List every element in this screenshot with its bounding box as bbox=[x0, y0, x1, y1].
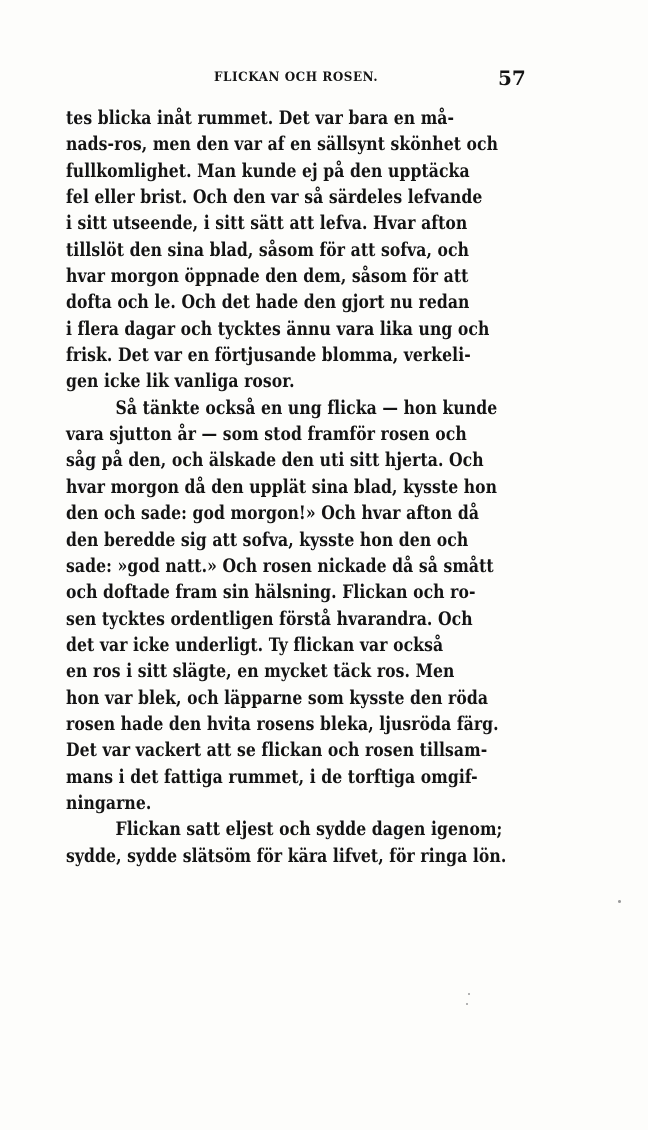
text-line: såg på den, och älskade den uti sitt hjerta. Och bbox=[66, 450, 484, 472]
page-number: 57 bbox=[498, 66, 526, 90]
text-line: mans i det fattiga rummet, i de torftiga omgif- bbox=[66, 766, 478, 788]
paper-speck bbox=[618, 900, 621, 903]
text-line: en ros i sitt slägte, en mycket täck ros. Men bbox=[66, 661, 455, 683]
paper-speck bbox=[466, 1003, 468, 1005]
running-header bbox=[0, 66, 648, 96]
text-line: i sitt utseende, i sitt sätt att lefva. Hvar afton bbox=[66, 213, 468, 235]
text-line: vara sjutton år — som stod framför rosen och bbox=[66, 424, 467, 446]
text-line: tes blicka inåt rummet. Det var bara en må- bbox=[66, 108, 455, 129]
text-line: frisk. Det var en förtjusande blomma, verkeli- bbox=[66, 345, 471, 367]
text-line: och doftade fram sin hälsning. Flickan och ro- bbox=[66, 582, 476, 604]
text-line: gen icke lik vanliga rosor. bbox=[66, 371, 295, 393]
text-line: det var icke underligt. Ty flickan var också bbox=[66, 634, 444, 656]
text-line: sydde, sydde slätsöm för kära lifvet, för ringa lön. bbox=[66, 845, 507, 867]
text-line: nads-ros, men den var af en sällsynt skönhet och bbox=[66, 134, 499, 156]
text-line: sen tycktes ordentligen förstå hvarandra. Och bbox=[66, 608, 473, 630]
text-line: fel eller brist. Och den var så särdeles lefvande bbox=[66, 187, 483, 209]
text-line: hon var blek, och läpparne som kysste den röda bbox=[66, 687, 489, 709]
text-line: hvar morgon öppnade den dem, såsom för att bbox=[66, 266, 469, 288]
text-line: rosen hade den hvita rosens bleka, ljusröda färg. bbox=[66, 713, 499, 735]
paragraph-first-line: Flickan satt eljest och sydde dagen igenom; bbox=[115, 819, 503, 841]
body-text bbox=[66, 106, 556, 870]
running-title: FLICKAN OCH ROSEN. bbox=[214, 70, 379, 85]
text-line: Det var vackert att se flickan och rosen tillsam- bbox=[66, 740, 488, 762]
text-line: i flera dagar och tycktes ännu vara lika ung och bbox=[66, 318, 490, 340]
text-line: tillslöt den sina blad, såsom för att sofva, och bbox=[66, 239, 470, 261]
text-line: sade: »god natt.» Och rosen nickade då så smått bbox=[66, 555, 494, 577]
paper-speck bbox=[468, 993, 470, 995]
paragraph-first-line: Så tänkte också en ung flicka — hon kunde bbox=[115, 397, 498, 419]
text-line: ningarne. bbox=[66, 792, 152, 814]
text-line: hvar morgon då den upplät sina blad, kysste hon bbox=[66, 476, 498, 498]
text-line: fullkomlighet. Man kunde ej på den upptäcka bbox=[66, 160, 470, 182]
text-line: dofta och le. Och det hade den gjort nu redan bbox=[66, 292, 470, 314]
text-line: den beredde sig att sofva, kysste hon den och bbox=[66, 529, 469, 551]
text-line: den och sade: god morgon!» Och hvar afton då bbox=[66, 503, 480, 525]
